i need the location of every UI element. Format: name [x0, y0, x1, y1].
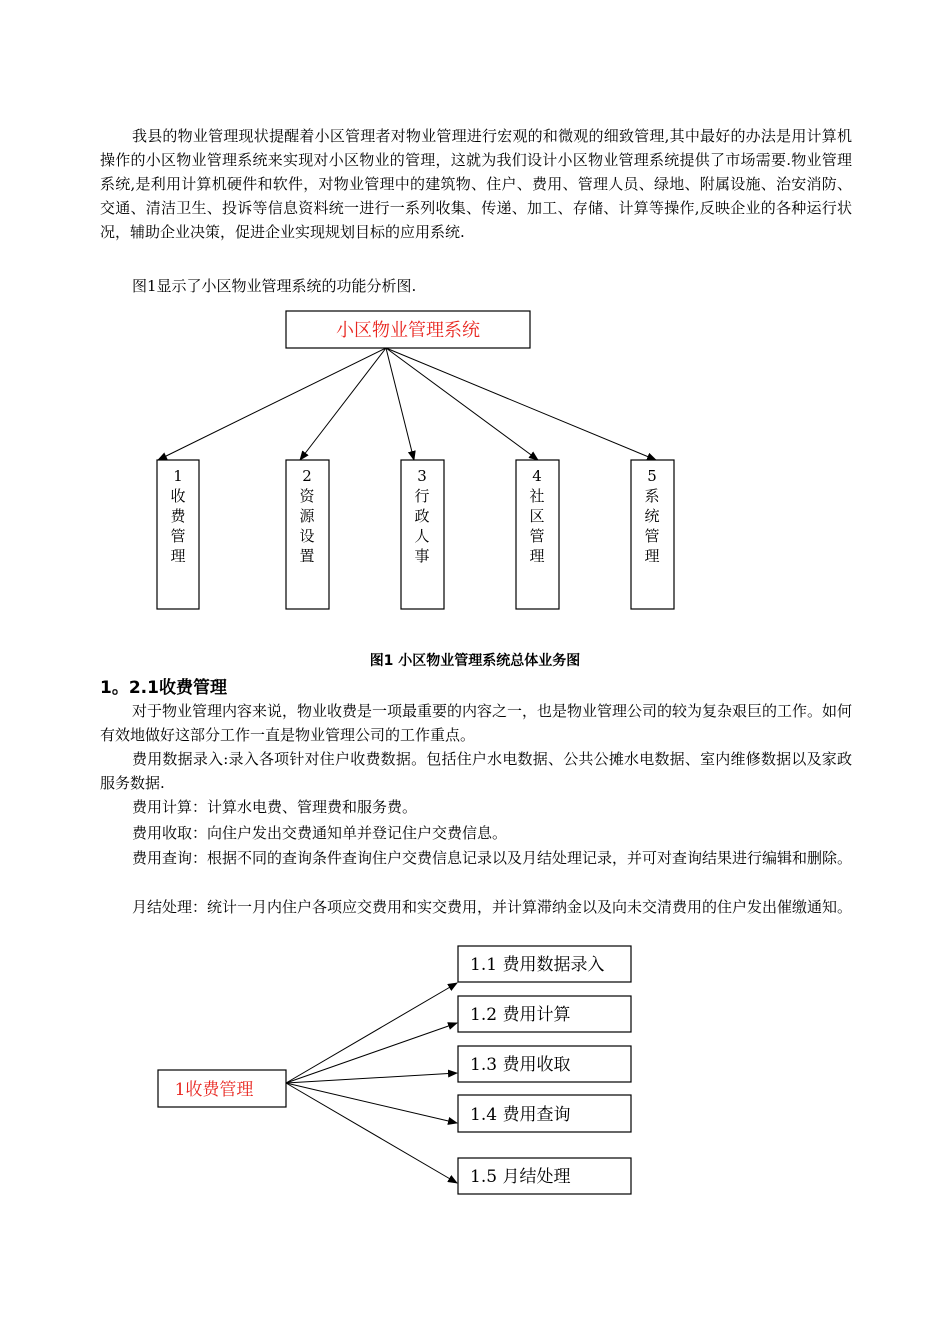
section-paragraph-1: 对于物业管理内容来说，物业收费是一项最重要的内容之一，也是物业管理公司的较为复杂艰巨的工作。如何有效地做好这部分工作一直是物业管理公司的工作重点。	[100, 702, 853, 744]
module-char: 设	[299, 527, 315, 545]
module-char: 理	[644, 547, 660, 565]
fee-arrow-1	[286, 983, 457, 1083]
module-box-1	[157, 460, 199, 609]
fee-item-label: 1.1 费用数据录入	[470, 955, 605, 975]
section-paragraph-5: 费用查询：根据不同的查询条件查询住户交费信息记录以及月结处理记录，并可对查询结果进行编辑和删除。	[132, 849, 853, 867]
module-char: 政	[414, 507, 430, 525]
module-char: 源	[299, 507, 315, 525]
fee-item-label: 1.5 月结处理	[470, 1167, 571, 1187]
module-box-3	[401, 460, 444, 609]
module-char: 社	[529, 487, 545, 505]
intro-paragraph: 我县的物业管理现状提醒着小区管理者对物业管理进行宏观的和微观的细致管理,其中最好的办法是用计算机操作的小区物业管理系统来实现对小区物业的管理，这就为我们设计小区物业管理系统提供了市场需要.物业管理系统,是利用计算机硬件和软件，对物业管理中的建筑物、住户、费用、管理人员、绿地、附属设施、治安消防、交通、清洁卫生、投诉等信息资料统一进行一系列收集、传递、加工、存储、计算等操作,反映企业的各种运行状况，辅助企业决策，促进企业实现规划目标的应用系统.	[100, 127, 852, 241]
module-number: 1	[173, 467, 183, 485]
fee-arrow-5	[286, 1083, 457, 1183]
section-paragraph-6: 月结处理：统计一月内住户各项应交费用和实交费用，并计算滞纳金以及向未交清费用的住户发出催缴通知。	[132, 898, 853, 916]
fee-arrow-4	[286, 1083, 457, 1123]
arrow-4	[386, 348, 538, 460]
arrow-1	[158, 348, 386, 460]
module-char: 管	[170, 527, 186, 545]
section-heading: 1。2.1收费管理	[100, 678, 227, 698]
module-char: 统	[644, 507, 660, 525]
module-char: 行	[414, 487, 430, 505]
arrow-3	[386, 348, 414, 460]
figure-reference: 图1显示了小区物业管理系统的功能分析图.	[132, 277, 417, 295]
module-number: 4	[532, 467, 542, 485]
root-label: 小区物业管理系统	[336, 320, 480, 341]
arrow-5	[386, 348, 656, 460]
system-diagram	[0, 0, 950, 650]
module-box-4	[516, 460, 559, 609]
section-paragraph-3: 费用计算：计算水电费、管理费和服务费。	[132, 798, 418, 816]
figure-caption: 图1 小区物业管理系统总体业务图	[369, 653, 581, 669]
module-char: 系	[644, 487, 660, 505]
arrow-2	[300, 348, 386, 460]
module-char: 管	[644, 527, 660, 545]
module-char: 费	[170, 507, 186, 525]
fee-item-label: 1.3 费用收取	[470, 1055, 571, 1075]
module-number: 3	[417, 467, 427, 485]
module-box-2	[286, 460, 329, 609]
module-char: 置	[299, 547, 315, 565]
module-char: 资	[299, 487, 315, 505]
module-char: 人	[414, 527, 430, 545]
module-char: 收	[170, 487, 186, 505]
module-char: 理	[170, 547, 186, 565]
module-number: 2	[302, 467, 312, 485]
module-char: 区	[529, 507, 545, 525]
fee-root-label: 1收费管理	[174, 1080, 254, 1100]
module-char: 管	[529, 527, 545, 545]
section-paragraph-2: 费用数据录入:录入各项针对住户收费数据。包括住户水电数据、公共公摊水电数据、室内维修数据以及家政服务数据.	[100, 750, 852, 792]
module-char: 理	[529, 547, 545, 565]
fee-item-label: 1.2 费用计算	[470, 1005, 571, 1025]
module-box-5	[631, 460, 674, 609]
fee-item-label: 1.4 费用查询	[470, 1105, 571, 1125]
section-paragraph-4: 费用收取：向住户发出交费通知单并登记住户交费信息。	[132, 824, 508, 842]
module-char: 事	[414, 547, 430, 565]
module-number: 5	[647, 467, 657, 485]
fee-management-diagram	[0, 930, 950, 1210]
